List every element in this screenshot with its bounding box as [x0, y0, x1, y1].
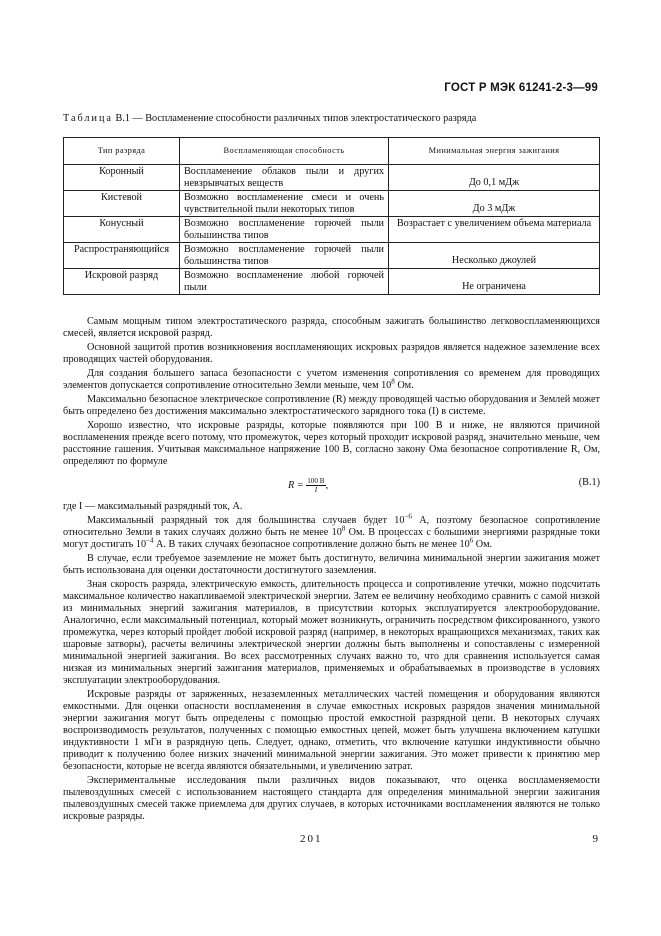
- table-row: [64, 191, 600, 217]
- table-header-row: [64, 138, 600, 165]
- cell-type: Кистевой: [64, 191, 180, 217]
- paragraph: В случае, если требуемое заземление не может быть достигнуто, величина минимальной энергии зажигания может быть использована для оценки достаточности достигнутого заземления.: [63, 553, 600, 576]
- paragraph: Хорошо известно, что искровые разряды, которые появляются при 100 В и ниже, не являются причиной воспламенения прежде всего потому, что промежуток, через который проходит искровой разряд, значительно меньше, чем расстояние гашения. Учитывая максимальное напряжение 100 В, согласно закону Ома безопасное сопротивление R, Ом, определяют по формуле: [63, 420, 600, 467]
- table-row: [64, 165, 600, 191]
- formula-lhs: R =: [288, 479, 304, 491]
- cell-energy-text: Несколько джоулей: [451, 255, 537, 266]
- paragraph-text: А. В таких случаях безопасное сопротивление должно быть не менее 10: [153, 539, 470, 550]
- cell-energy: [389, 243, 600, 269]
- formula-fraction: [306, 477, 325, 494]
- sheet-number: 9: [592, 833, 598, 845]
- exponent: −6: [404, 512, 412, 521]
- column-header-type: Тип разряда: [64, 138, 180, 165]
- cell-energy: [389, 269, 600, 295]
- table-row: [64, 243, 600, 269]
- exponent: −4: [146, 536, 154, 545]
- cell-type: Коронный: [64, 165, 180, 191]
- cell-type: Искровой разряд: [64, 269, 180, 295]
- cell-energy: Возрастает с увеличением объема материала: [389, 217, 600, 243]
- cell-energy: [389, 165, 600, 191]
- formula-numerator: 100 В: [307, 477, 325, 485]
- table-caption-text: В.1 — Воспламенение способности различных типов электростатического разряда: [115, 113, 477, 124]
- cell-ability: Возможно воспламенение любой горючей пыли: [180, 269, 389, 295]
- paragraph: Самым мощным типом электростатического разряда, способным зажигать большинство легковоспламеняющихся смесей, является искровой разряд.: [63, 316, 600, 339]
- paragraph: [63, 512, 600, 551]
- formula-denominator: I: [314, 486, 318, 494]
- paragraph: Основной защитой против возникновения воспламеняющих искровых разрядов является надежное заземление всех проводящих частей оборудования.: [63, 342, 600, 365]
- cell-type: Конусный: [64, 217, 180, 243]
- paragraph: Экспериментальные исследования пыли различных видов показывают, что оценка воспламеняемости пылевоздушных смесей с использованием настоящего стандарта для определения минимальной энергии зажигания пылевоздушных смесей также приемлема для других случаев, в которых источниками воспламенения являются не только искровые разряды.: [63, 775, 600, 822]
- discharge-table: [63, 137, 600, 295]
- cell-energy: [389, 191, 600, 217]
- exponent: 8: [341, 524, 346, 533]
- cell-energy-text: До 3 мДж: [472, 203, 516, 214]
- formula-b1: [63, 470, 600, 500]
- table-row: [64, 269, 600, 295]
- exponent: 8: [391, 377, 395, 386]
- cell-ability: Возможно воспламенение горючей пыли большинства типов: [180, 243, 389, 269]
- cell-ability: Возможно воспламенение смеси и очень чувствительной пыли некоторых типов: [180, 191, 389, 217]
- cell-ability: Возможно воспламенение горючей пыли большинства типов: [180, 217, 389, 243]
- formula-legend: где I — максимальный разрядный ток, А.: [63, 501, 243, 512]
- paragraph: Искровые разряды от заряженных, незаземленных металлических частей помещения и оборудования являются емкостными. Для оценки опасности воспламенения в случае емкостных искровых разрядов значения минимальной энергии зажигания могут быть определены с помощью простой емкостной разрядной цепи. В некоторых случаях воспроизводимость результатов, полученных с помощью емкостных цепей, может быть улучшена включением катушки индуктивности 1 мГн в разрядную цепь. Следует, однако, отметить, что включение катушки индуктивности обычно приводит к получению более низких значений минимальной энергии зажигания. Это может привести к принятию мер безопасности, которые не всегда являются обязательными, и увеличению затрат.: [63, 689, 600, 772]
- paragraph-text: Для создания большего запаса безопасности с учетом изменения сопротивления со временем для проводящих элементов допускается сопротивление относительно Земли меньше, чем 10: [63, 368, 600, 391]
- column-header-ability: Воспламеняющая способность: [180, 138, 389, 165]
- equation-number: (В.1): [578, 477, 600, 488]
- table-caption: [63, 113, 476, 124]
- column-header-energy: Минимальная энергия зажигания: [389, 138, 600, 165]
- formula-tail: ,: [325, 479, 329, 491]
- cell-energy-text: Не ограничена: [462, 281, 526, 292]
- cell-ability: Воспламенение облаков пыли и других невзрывчатых веществ: [180, 165, 389, 191]
- paragraph-text: Ом. В процессах с большими энергиями разрядные токи могут достигать 10: [63, 527, 600, 550]
- paragraph-text: Максимальный разрядный ток для большинства случаев будет 10: [87, 515, 405, 526]
- paragraph-text: А, поэтому безопасное сопротивление относительно Земли в таких случаях должно быть не менее 10: [63, 515, 600, 538]
- paragraph-text: Ом.: [394, 380, 414, 391]
- document-header: ГОСТ Р МЭК 61241-2-3—99: [444, 82, 598, 94]
- page-number: 201: [300, 833, 323, 845]
- paragraph: Зная скорость разряда, электрическую емкость, длительность процесса и сопротивление утечки, можно подсчитать максимальное количество накапливаемой электрической энергии. Затем ее величину необходимо сравнить с самой низкой из минимальных энергий зажигания материалов, в присутствии которых эксплуатируется электрооборудование. Аналогично, если максимальный потенциал, который может возникнуть, ограничить посредством фиксированного, узкого промежутка, через который пройдет любой искровой разряд (например, в некоторых вращающихся механизмах, таких как шаровые затворы), расчеты величины электрической энергии должны быть выполнены и сопоставлены с измеренной минимальной энергией зажигания. Во всех рассмотренных случаях важно то, что для сравнения используется самая низкая из минимальных энергий зажигания материалов, применяемых и обрабатываемых в производстве в условиях эксплуатации электрооборудования.: [63, 579, 600, 686]
- formula-expression: [288, 477, 328, 494]
- paragraph-text: Ом.: [473, 539, 493, 550]
- paragraph: [63, 368, 600, 392]
- body-text: [63, 316, 600, 825]
- cell-type: Распространяющийся: [64, 243, 180, 269]
- paragraph: Максимально безопасное электрическое сопротивление (R) между проводящей частью оборудования и Землей может быть определено без достижения максимально электростатического зарядного тока (I) в системе.: [63, 394, 600, 417]
- table-caption-label: Таблица: [63, 113, 113, 124]
- exponent: 6: [469, 536, 474, 545]
- cell-energy-text: До 0,1 мДж: [468, 177, 520, 188]
- table-row: [64, 217, 600, 243]
